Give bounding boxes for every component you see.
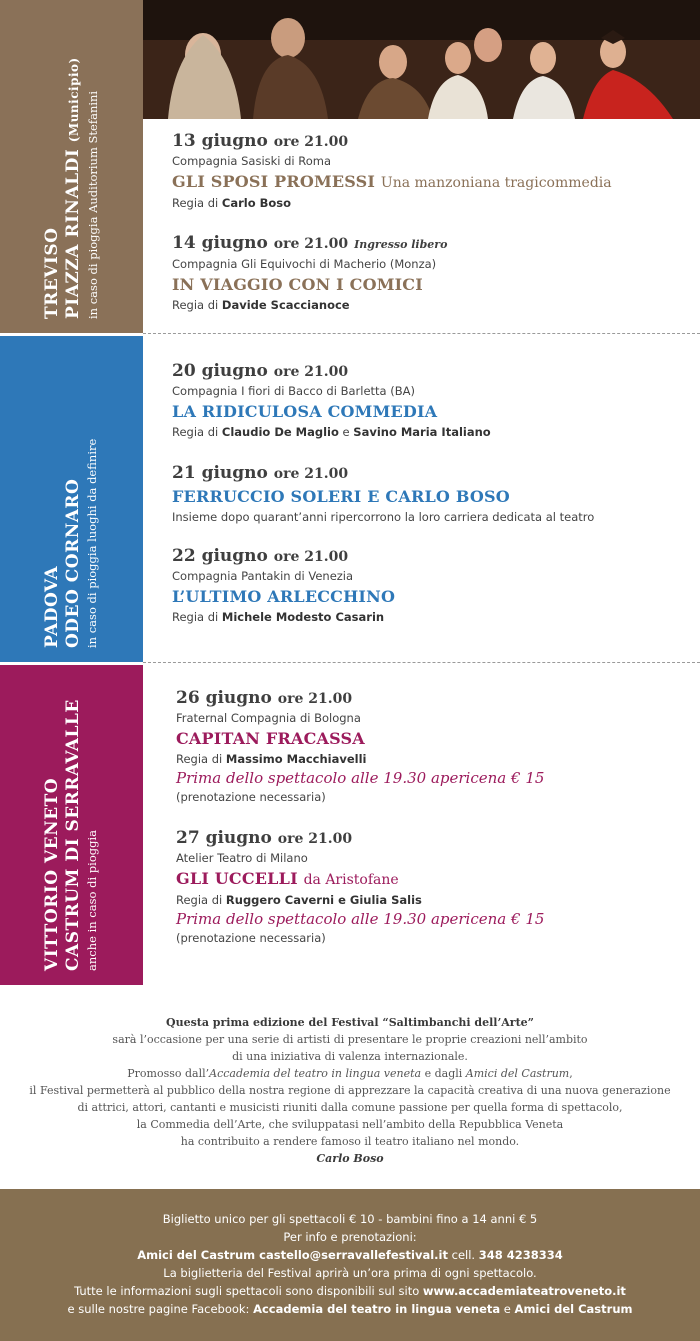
commedia-actors-photo xyxy=(143,0,700,119)
intro-signature: Carlo Boso xyxy=(316,1152,384,1165)
event-date: 27 giugno xyxy=(176,828,272,848)
contact-email[interactable]: Amici del Castrum castello@serravallefestival.it xyxy=(137,1248,448,1262)
facebook-amici-link[interactable]: Amici del Castrum xyxy=(514,1302,633,1316)
event-22-giugno xyxy=(172,545,692,626)
event-time: ore 21.00 xyxy=(277,691,353,707)
festival-intro xyxy=(0,1014,700,1167)
venue-city: VITTORIO VENETO xyxy=(42,777,62,971)
regia-name: Massimo Macchiavelli xyxy=(225,752,367,766)
venue-place: PIAZZA RINALDI xyxy=(62,148,83,319)
venue-place: ODEO CORNARO xyxy=(63,478,83,648)
regia-name: Davide Scaccianoce xyxy=(221,298,350,312)
amici-name: Amici del Castrum xyxy=(465,1067,570,1080)
event-26-giugno xyxy=(176,687,696,806)
divider xyxy=(143,333,700,334)
intro-text: , xyxy=(569,1067,573,1080)
venue-bar-treviso xyxy=(0,0,143,333)
event-subtitle: da Aristofane xyxy=(303,872,399,888)
regia-label: Regia di xyxy=(172,298,222,312)
venue-rain-note: anche in caso di pioggia xyxy=(85,829,99,971)
intro-text: e dagli xyxy=(421,1067,466,1080)
event-company: Compagnia Pantakin di Venezia xyxy=(172,569,354,583)
event-14-giugno xyxy=(172,232,692,314)
regia-label: Regia di xyxy=(172,425,222,439)
intro-line: il Festival permetterà al pubblico della nostra regione di apprezzare la capacità creativa di una nuova generazione xyxy=(29,1084,671,1097)
event-time: ore 21.00 xyxy=(277,831,353,847)
section-vittorio-veneto xyxy=(0,665,700,985)
event-time: ore 21.00 xyxy=(273,549,349,565)
venue-rain-note: in caso di pioggia Auditorium Stefanini xyxy=(85,90,100,319)
facebook-and: e xyxy=(500,1302,515,1316)
intro-text: Promosso dall’ xyxy=(127,1067,210,1080)
facebook-label: e sulle nostre pagine Facebook: xyxy=(67,1302,254,1316)
venue-place: CASTRUM DI SERRAVALLE xyxy=(63,699,83,971)
contact-phone[interactable]: 348 4238334 xyxy=(478,1248,563,1262)
event-subtitle: Una manzoniana tragicommedia xyxy=(380,175,612,191)
intro-heading: Questa prima edizione del Festival “Saltimbanchi dell’Arte” xyxy=(165,1016,535,1029)
booking-note: (prenotazione necessaria) xyxy=(176,790,326,804)
website-link[interactable]: www.accademiateatroveneto.it xyxy=(422,1284,626,1298)
event-company: Compagnia I fiori di Bacco di Barletta (BA) xyxy=(172,384,415,398)
regia-label: Regia di xyxy=(172,196,222,210)
venue-rain-note: in caso di pioggia luoghi da definire xyxy=(85,438,99,648)
event-title: FERRUCCIO SOLERI E CARLO BOSO xyxy=(172,487,510,506)
event-date: 21 giugno xyxy=(172,463,268,483)
section-padova xyxy=(0,336,700,662)
event-title: LA RIDICULOSA COMMEDIA xyxy=(172,402,438,421)
event-title: IN VIAGGIO CON I COMICI xyxy=(172,275,423,294)
regia-label: Regia di xyxy=(172,610,222,624)
regia-name-2: Savino Maria Italiano xyxy=(353,425,491,439)
event-time: ore 21.00 xyxy=(273,364,349,380)
info-heading: Per info e prenotazioni: xyxy=(283,1230,417,1244)
event-company: Compagnia Gli Equivochi di Macherio (Monza) xyxy=(172,257,437,271)
regia-name: Carlo Boso xyxy=(221,196,292,210)
intro-line: la Commedia dell’Arte, che sviluppatasi nell’ambito della Repubblica Veneta xyxy=(136,1118,564,1131)
event-date: 26 giugno xyxy=(176,688,272,708)
event-time: ore 21.00 xyxy=(273,466,349,482)
venue-city: TREVISO xyxy=(41,227,62,319)
regia-name: Ruggero Caverni e Giulia Salis xyxy=(225,893,422,907)
event-company: Fraternal Compagnia di Bologna xyxy=(176,711,361,725)
event-free-entry: Ingresso libero xyxy=(354,238,448,251)
event-title: CAPITAN FRACASSA xyxy=(176,729,365,748)
venue-city: PADOVA xyxy=(42,565,62,648)
event-20-giugno xyxy=(172,360,692,441)
info-footer xyxy=(0,1189,700,1341)
venue-bar-vittorio-veneto xyxy=(0,665,143,985)
website-label: Tutte le informazioni sugli spettacoli sono disponibili sul sito xyxy=(74,1284,423,1298)
regia-label: Regia di xyxy=(176,752,226,766)
event-21-giugno xyxy=(172,462,692,526)
event-title: GLI SPOSI PROMESSI xyxy=(172,172,376,191)
intro-line: sarà l’occasione per una serie di artisti di presentare le proprie creazioni nell’ambito xyxy=(112,1033,588,1046)
divider xyxy=(143,662,700,663)
intro-line: di attrici, attori, cantanti e musicisti riuniti dalla comune passione per quella forma di spettacolo, xyxy=(77,1101,623,1114)
regia-and: e xyxy=(338,425,354,439)
event-date: 14 giugno xyxy=(172,233,268,253)
accademia-name: Accademia del teatro in lingua veneta xyxy=(209,1067,422,1080)
event-company: Atelier Teatro di Milano xyxy=(176,851,308,865)
regia-name: Michele Modesto Casarin xyxy=(221,610,385,624)
intro-line: ha contribuito a rendere famoso il teatro italiano nel mondo. xyxy=(180,1135,520,1148)
ticket-price: Biglietto unico per gli spettacoli € 10 - bambini fino a 14 anni € 5 xyxy=(162,1212,538,1226)
actors-illustration xyxy=(143,0,700,119)
venue-place-note: (Municipio) xyxy=(66,57,81,143)
intro-line: di una iniziativa di valenza internazionale. xyxy=(232,1050,468,1063)
apericena-note: Prima dello spettacolo alle 19.30 apericena € 15 xyxy=(176,910,545,928)
regia-name: Claudio De Maglio xyxy=(221,425,339,439)
event-13-giugno xyxy=(172,130,692,212)
booking-note: (prenotazione necessaria) xyxy=(176,931,326,945)
event-company: Compagnia Sasiski di Roma xyxy=(172,154,332,168)
regia-label: Regia di xyxy=(176,893,226,907)
event-date: 13 giugno xyxy=(172,131,268,151)
event-time: ore 21.00 xyxy=(273,134,349,150)
event-27-giugno xyxy=(176,827,696,947)
box-office-note: La biglietteria del Festival aprirà un’ora prima di ogni spettacolo. xyxy=(163,1266,537,1280)
event-description: Insieme dopo quarant’anni ripercorrono la loro carriera dedicata al teatro xyxy=(172,510,595,524)
event-title: L’ULTIMO ARLECCHINO xyxy=(172,587,396,606)
event-date: 20 giugno xyxy=(172,361,268,381)
facebook-accademia-link[interactable]: Accademia del teatro in lingua veneta xyxy=(253,1302,501,1316)
event-date: 22 giugno xyxy=(172,546,268,566)
event-time: ore 21.00 xyxy=(273,236,349,252)
event-title: GLI UCCELLI xyxy=(176,869,298,888)
cell-label: cell. xyxy=(447,1248,479,1262)
section-treviso xyxy=(0,0,700,333)
venue-bar-padova xyxy=(0,336,143,662)
apericena-note: Prima dello spettacolo alle 19.30 apericena € 15 xyxy=(176,769,545,787)
